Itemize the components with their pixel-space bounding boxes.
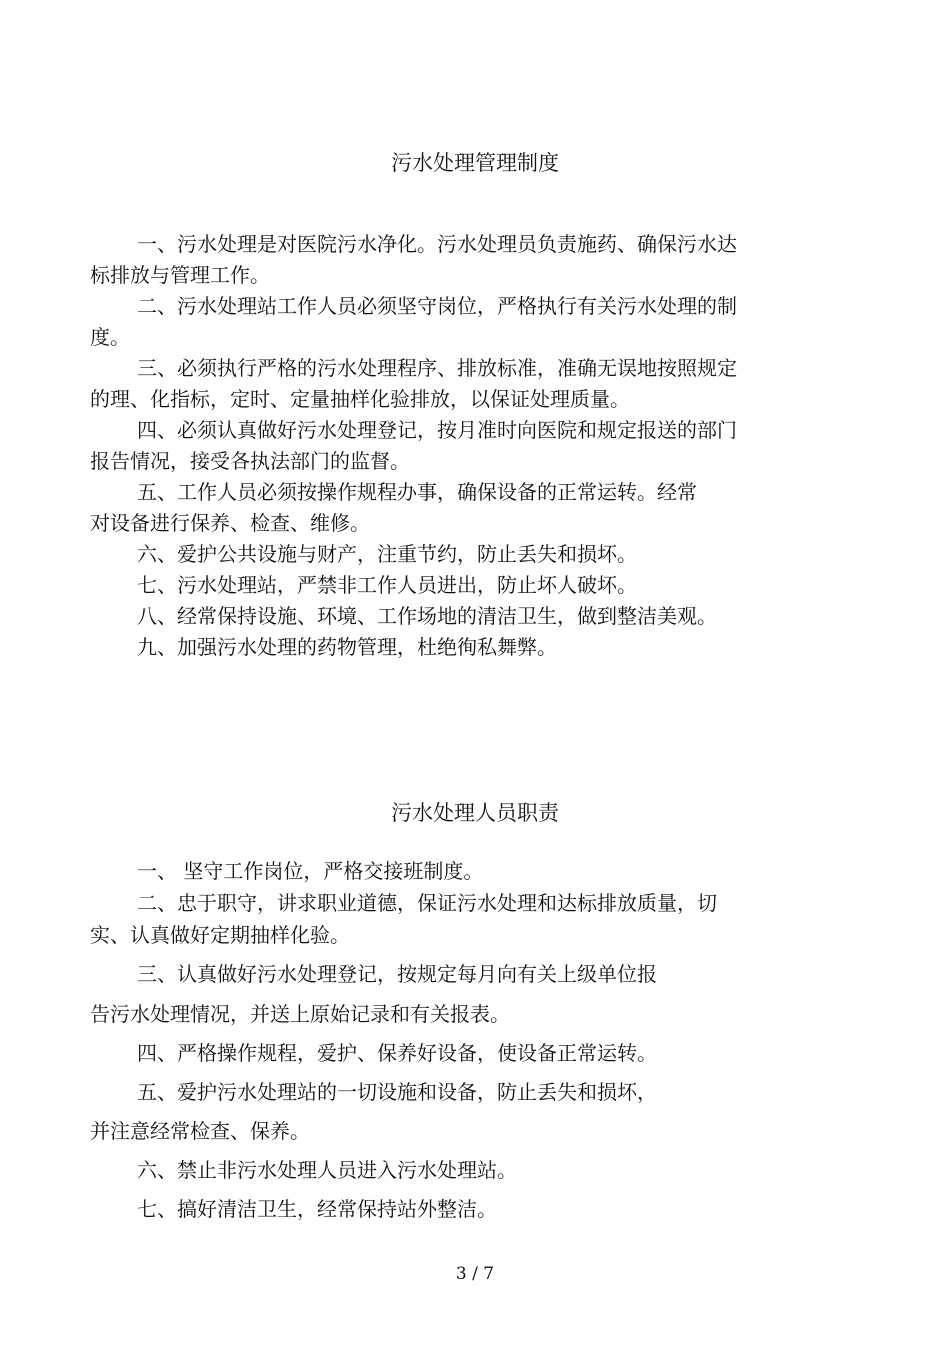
section1-line: 对设备进行保养、检查、维修。 (90, 511, 370, 535)
section1-line: 二、污水处理站工作人员必须坚守岗位，严格执行有关污水处理的制 (137, 294, 737, 318)
section2-line: 一、 坚守工作岗位，严格交接班制度。 (137, 859, 484, 883)
section2-title: 污水处理人员职责 (391, 801, 559, 825)
section2-line: 二、忠于职守，讲求职业道德，保证污水处理和达标排放质量，切 (137, 891, 717, 915)
section2-line: 七、搞好清洁卫生，经常保持站外整洁。 (137, 1197, 497, 1221)
section2-line: 并注意经常检查、保养。 (90, 1119, 310, 1143)
section1-line: 一、污水处理是对医院污水净化。污水处理员负责施药、确保污水达 (137, 232, 737, 256)
section1-line: 九、加强污水处理的药物管理，杜绝徇私舞弊。 (137, 635, 557, 659)
section1-line: 的理、化指标，定时、定量抽样化验排放，以保证处理质量。 (90, 387, 630, 411)
section1-line: 八、经常保持设施、环境、工作场地的清洁卫生，做到整洁美观。 (137, 604, 717, 628)
section2-line: 四、严格操作规程，爱护、保养好设备，使设备正常运转。 (137, 1041, 657, 1065)
section2-line: 五、爱护污水处理站的一切设施和设备，防止丢失和损坏， (137, 1080, 657, 1104)
section1-line: 报告情况，接受各执法部门的监督。 (90, 449, 410, 473)
section1-line: 三、必须执行严格的污水处理程序、排放标准，准确无误地按照规定 (137, 356, 737, 380)
section2-line: 三、认真做好污水处理登记，按规定每月向有关上级单位报 (137, 962, 657, 986)
section1-line: 五、工作人员必须按操作规程办事，确保设备的正常运转。经常 (137, 480, 697, 504)
section1-title: 污水处理管理制度 (391, 151, 559, 175)
section1-line: 度。 (90, 325, 130, 349)
section1-line: 四、必须认真做好污水处理登记，按月准时向医院和规定报送的部门 (137, 418, 737, 442)
section2-line: 六、禁止非污水处理人员进入污水处理站。 (137, 1158, 517, 1182)
section1-line: 标排放与管理工作。 (90, 263, 270, 287)
section2-line: 实、认真做好定期抽样化验。 (90, 923, 350, 947)
section1-line: 六、爱护公共设施与财产，注重节约，防止丢失和损坏。 (137, 542, 637, 566)
section2-line: 告污水处理情况，并送上原始记录和有关报表。 (90, 1002, 510, 1026)
section1-line: 七、污水处理站，严禁非工作人员进出，防止坏人破坏。 (137, 573, 637, 597)
page-number: 3 / 7 (455, 1264, 495, 1284)
